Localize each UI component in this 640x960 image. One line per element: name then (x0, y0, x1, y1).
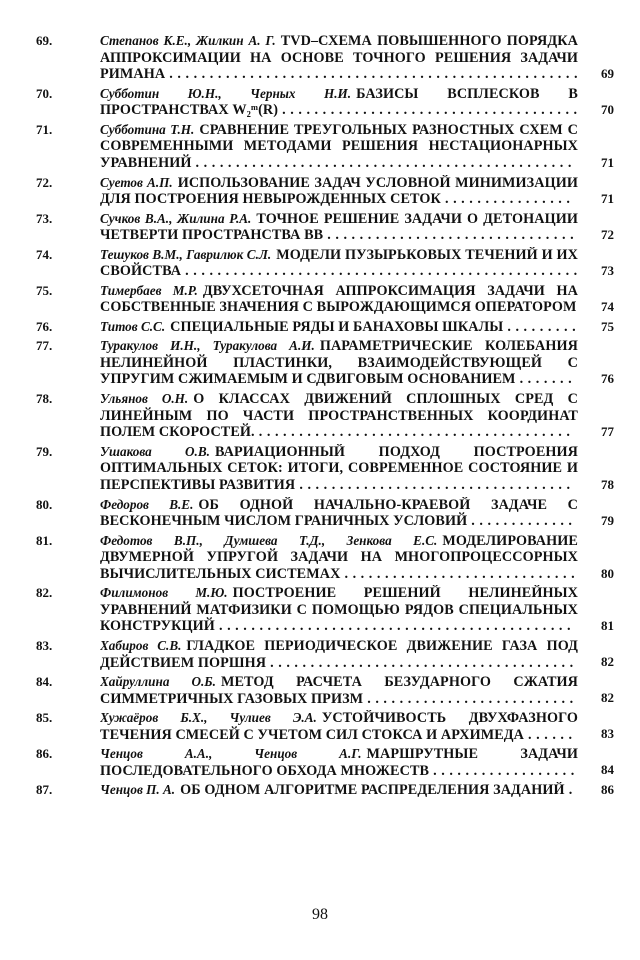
entry-number: 84. (36, 674, 53, 690)
dot-leader: . . . . . . . . . . . . . . . . (440, 191, 571, 208)
entry-title: ДВУХСЕТОЧНАЯ АППРОКСИМАЦИЯ ЗАДАЧИ НА СОБСТВЕННЫЕ ЗНАЧЕНИЯ С ВЫРОЖДАЮЩИМСЯ ОПЕРАТОРОМ (100, 282, 578, 316)
toc-entry (36, 391, 614, 441)
entry-title: МАРШРУТНЫЕ ЗАДАЧИ ПОСЛЕДОВАТЕЛЬНОГО ОБХОДА МНОЖЕСТВ (100, 746, 578, 779)
entry-authors: Филимонов М.Ю. (100, 585, 228, 601)
entry-text (100, 585, 578, 635)
toc-entry (36, 497, 614, 530)
entry-title: О КЛАССАХ ДВИЖЕНИЙ СПЛОШНЫХ СРЕД С ЛИНЕЙНЫМ ПО ЧАСТИ ПРОСТРАНСТВЕННЫХ КООРДИНАТ ПОЛЕМ СКОРОСТЕЙ. (100, 390, 578, 441)
entry-page: 73 (601, 262, 614, 278)
entry-page: 86 (601, 782, 614, 798)
entry-title: МОДЕЛИРОВАНИЕ ДВУМЕРНОЙ УПРУГОЙ ЗАДАЧИ НА МНОГОПРОЦЕССОРНЫХ ВЫЧИСЛИТЕЛЬНЫХ СИСТЕМАХ (100, 532, 578, 582)
page-number: 98 (312, 906, 328, 923)
entry-page: 80 (601, 565, 614, 581)
entry-authors: Степанов К.Е., Жилкин А. Г. (100, 33, 276, 48)
entry-authors: Хабиров С.В. (100, 638, 182, 654)
entry-authors: Ушакова О.В. (100, 443, 210, 459)
entry-number: 76. (36, 318, 53, 334)
entry-text (100, 122, 578, 172)
toc-entry (36, 33, 614, 83)
entry-number: 78. (36, 390, 53, 406)
entry-number: 85. (36, 710, 53, 726)
toc-entry (36, 211, 614, 244)
entry-authors: Суетов А.П. (100, 174, 173, 190)
entry-number: 75. (36, 282, 53, 298)
entry-page: 70 (601, 102, 614, 118)
entry-page: 78 (601, 476, 614, 492)
entry-authors: Субботин Ю.Н., Черных Н.И. (100, 85, 352, 101)
entry-text (100, 247, 578, 280)
entry-authors: Туракулов И.Н., Туракулова А.И. (100, 338, 315, 354)
toc-entry (36, 444, 614, 494)
entry-authors: Тимербаев М.Р. (100, 282, 198, 298)
toc-entry (36, 710, 614, 743)
entry-page: 81 (601, 618, 614, 634)
entry-page: 82 (601, 690, 614, 706)
entry-text (100, 746, 578, 779)
entry-text (100, 175, 578, 208)
entry-page: 84 (601, 762, 614, 778)
entry-text (100, 283, 578, 316)
toc-entry (36, 674, 614, 707)
dot-leader: . . . . . . (524, 726, 573, 743)
dot-leader: . . . . . . . . . (503, 318, 577, 335)
entry-title: ПОСТРОЕНИЕ РЕШЕНИЙ НЕЛИНЕЙНЫХ УРАВНЕНИЙ МАТФИЗИКИ С ПОМОЩЬЮ РЯДОВ СПЕЦИАЛЬНЫХ КОНСТРУКЦИЙ (100, 585, 578, 635)
entry-text (100, 444, 578, 494)
entry-text (100, 638, 578, 671)
dot-leader: . . . . . . . (515, 371, 573, 388)
entry-number: 73. (36, 210, 53, 226)
entry-text (100, 710, 578, 743)
entry-page: 79 (601, 512, 614, 528)
entry-authors: Сучков В.А., Жилина Р.А. (100, 210, 252, 226)
entry-number: 77. (36, 338, 53, 354)
entry-number: 80. (36, 496, 53, 512)
entry-text (100, 782, 578, 799)
entry-text (100, 319, 578, 336)
dot-leader: . . . . . . . . . . . . . . . . . . . . . . . . . . . . . . . . . . . . . . . . . . . . . . . . . (181, 263, 578, 280)
entry-page: 76 (601, 371, 614, 387)
entry-title: УСТОЙЧИВОСТЬ ДВУХФАЗНОГО ТЕЧЕНИЯ СМЕСЕЙ С УЧЕТОМ СИЛ СТОКСА И АРХИМЕДА (100, 710, 578, 743)
entry-text (100, 338, 578, 388)
entry-authors: Субботина Т.Н. (100, 121, 195, 137)
entry-title: ВАРИАЦИОННЫЙ ПОДХОД ПОСТРОЕНИЯ ОПТИМАЛЬНЫХ СЕТОК: ИТОГИ, СОВРЕМЕННОЕ СОСТОЯНИЕ И ПЕРСПЕКТИВЫ РАЗВИТИЯ (100, 443, 578, 493)
entry-title: TVD–СХЕМА ПОВЫШЕННОГО ПОРЯДКА АППРОКСИМАЦИИ НА ОСНОВЕ ТОЧНОГО РЕШЕНИЯ ЗАДАЧИ РИМАНА (100, 33, 578, 83)
entry-number: 87. (36, 782, 53, 798)
entry-title: ИСПОЛЬЗОВАНИЕ ЗАДАЧ УСЛОВНОЙ МИНИМИЗАЦИИ ДЛЯ ПОСТРОЕНИЯ НЕВЫРОЖДЕННЫХ СЕТОК (100, 174, 578, 208)
entry-page: 83 (601, 726, 614, 742)
entry-authors: Хайруллина О.Б. (100, 674, 216, 690)
entry-page: 74 (601, 298, 614, 314)
toc-entry (36, 122, 614, 172)
toc-entry (36, 86, 614, 119)
dot-leader: . . . . . . . . . . . . . . . . . . . . . . . . . . . . . . . . . . (295, 476, 571, 493)
entry-page: 71 (601, 190, 614, 206)
entry-title: ОБ ОДНОМ АЛГОРИТМЕ РАСПРЕДЕЛЕНИЯ ЗАДАНИЙ (180, 782, 565, 799)
dot-leader: . . . . . . . . . . . . . . . . . . (429, 762, 575, 779)
dot-leader: . . . . . . . . . . . . . . . . . . . . . . . . . . . . . . . . . . . . . . . . . . . . . . . . . . . (165, 66, 578, 83)
entry-title: СПЕЦИАЛЬНЫЕ РЯДЫ И БАНАХОВЫ ШКАЛЫ (170, 318, 504, 335)
entry-authors: Ульянов О.Н. (100, 390, 189, 406)
entry-text (100, 86, 578, 119)
entry-number: 79. (36, 443, 53, 459)
toc-entry (36, 338, 614, 388)
entry-text (100, 497, 578, 530)
entry-text (100, 533, 578, 583)
entry-number: 72. (36, 174, 53, 190)
dot-leader: . . . . . . . . . . . . . . . . . . . . . . . . . . . . . (340, 565, 576, 582)
entry-page: 77 (601, 424, 614, 440)
dot-leader: . . . . . . . . . . . . . . . . . . . . . . . . . . . . . . . (323, 227, 575, 244)
dot-leader: . . . . . . . . . . . . . . . . . . . . . . . . . . . . . . . . . . . . . . . . . . . . . . . (191, 154, 572, 171)
entry-number: 74. (36, 246, 53, 262)
entry-number: 83. (36, 638, 53, 654)
entry-title: МОДЕЛИ ПУЗЫРЬКОВЫХ ТЕЧЕНИЙ И ИХ СВОЙСТВА (100, 246, 578, 280)
entry-authors: Титов С.С. (100, 318, 166, 334)
entry-authors: Федотов В.П., Думшева Т.Д., Зенкова Е.С. (100, 532, 438, 548)
entry-title: ПАРАМЕТРИЧЕСКИЕ КОЛЕБАНИЯ НЕЛИНЕЙНОЙ ПЛАСТИНКИ, ВЗАИМОДЕЙСТВУЮЩЕЙ С УПРУГИМ СЖИМАЕМЫМ И СДВИГОВЫМ ОСНОВАНИЕМ (100, 338, 578, 388)
toc-entry (36, 746, 614, 779)
entry-title: БАЗИСЫ ВСПЛЕСКОВ В ПРОСТРАНСТВАХ W₂ᵐ(R) (100, 85, 578, 119)
toc-entry (36, 175, 614, 208)
toc-entry (36, 585, 614, 635)
entry-text (100, 391, 578, 441)
entry-number: 70. (36, 85, 53, 101)
dot-leader: . . . . . . . . . . . . . (467, 513, 573, 530)
dot-leader: . . . . . . . . . . . . . . . . . . . . . . . . . . (363, 690, 574, 707)
toc-entry (36, 283, 614, 316)
entry-text (100, 674, 578, 707)
entry-page: 75 (601, 318, 614, 334)
entry-number: 82. (36, 585, 53, 601)
entry-authors: Ченцов П. А. (100, 782, 176, 798)
dot-leader: . . . . . . . . . . . . . . . . . . . . . . . . . . . . . . . . . . . . . . . . . . . . (214, 618, 572, 635)
entry-authors: Федоров В.Е. (100, 496, 194, 512)
entry-number: 81. (36, 532, 53, 548)
entry-page: 72 (601, 226, 614, 242)
entry-authors: Хужаёров Б.Х., Чулиев Э.А. (100, 710, 317, 726)
entry-text (100, 33, 578, 83)
entry-title: МЕТОД РАСЧЕТА БЕЗУДАРНОГО СЖАТИЯ СИММЕТРИЧНЫХ ГАЗОВЫХ ПРИЗМ (100, 674, 578, 707)
entry-page: 69 (601, 66, 614, 82)
toc-entry (36, 319, 614, 336)
entry-title: ОБ ОДНОЙ НАЧАЛЬНО-КРАЕВОЙ ЗАДАЧЕ С ВЕСКОНЕЧНЫМ ЧИСЛОМ ГРАНИЧНЫХ УСЛОВИЙ (100, 496, 578, 530)
entry-title: ГЛАДКОЕ ПЕРИОДИЧЕСКОЕ ДВИЖЕНИЕ ГАЗА ПОД ДЕЙСТВИЕМ ПОРШНЯ (100, 638, 578, 671)
entry-title: ТОЧНОЕ РЕШЕНИЕ ЗАДАЧИ О ДЕТОНАЦИИ ЧЕТВЕРТИ ПРОСТРАНСТВА ВВ (100, 210, 578, 244)
entry-number: 69. (36, 33, 53, 48)
entry-page: 71 (601, 154, 614, 170)
entry-title: СРАВНЕНИЕ ТРЕУГОЛЬНЫХ РАЗНОСТНЫХ СХЕМ С СОВРЕМЕННЫМИ МЕТОДАМИ РЕШЕНИЯ НЕСТАЦИОНАРНЫХ УРАВНЕНИЙ (100, 121, 578, 171)
entry-authors: Тешуков В.М., Гаврилюк С.Л. (100, 246, 272, 262)
entry-page: 82 (601, 654, 614, 670)
dot-leader: . . . . . . . . . . . . . . . . . . . . . . . . . . . . . . . . . . . . . (278, 102, 578, 119)
table-of-contents (36, 33, 614, 802)
entry-number: 71. (36, 121, 53, 137)
dot-leader: . (564, 782, 573, 799)
dot-leader: . . . . . . . . . . . . . . . . . . . . . . . . . . . . . . . . . . . . . . (266, 654, 574, 671)
entry-number: 86. (36, 746, 53, 762)
toc-entry (36, 782, 614, 799)
toc-entry (36, 638, 614, 671)
entry-text (100, 211, 578, 244)
dot-leader: . . . . . . . . . . . . . . . . . . . . . . . . . . . . . . . . . . . . . . . (254, 424, 571, 441)
toc-entry (36, 533, 614, 583)
toc-entry (36, 247, 614, 280)
entry-authors: Ченцов А.А., Ченцов А.Г. (100, 746, 362, 762)
